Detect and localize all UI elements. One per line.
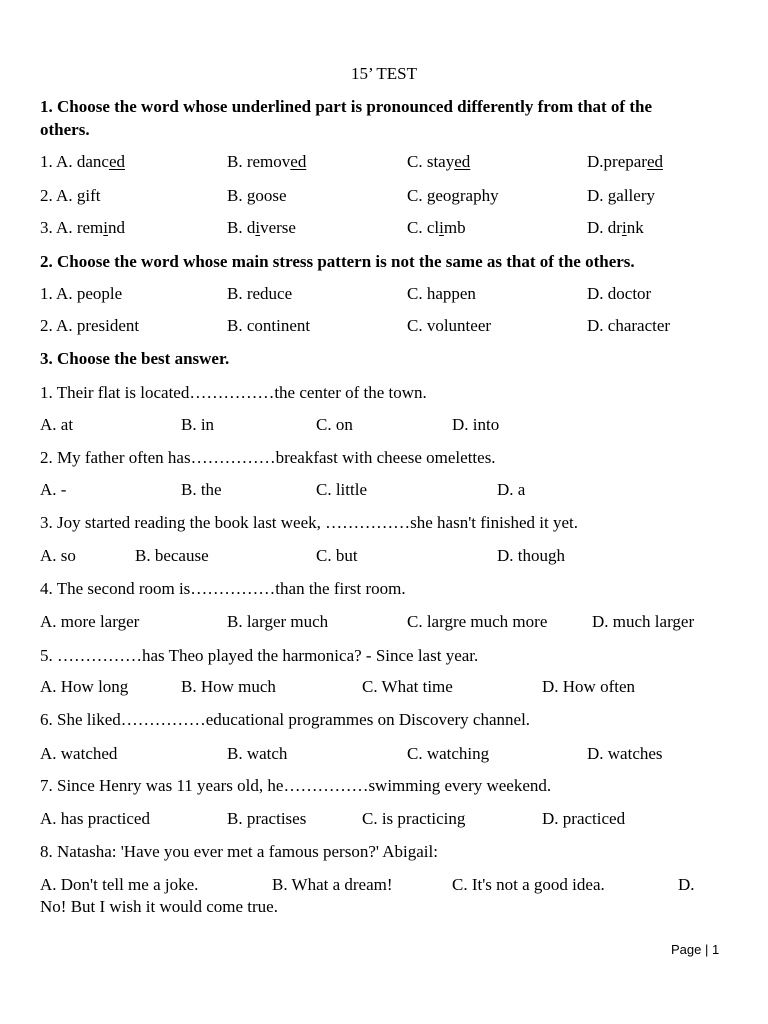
s3-q7-option-c: C. is practicing xyxy=(362,809,466,828)
s3-q4-option-d: D. much larger xyxy=(592,612,695,631)
s2-q2-option-a: 2. A. president xyxy=(40,316,140,335)
s3-q6-option-b: B. watch xyxy=(227,744,288,763)
s3-q1-option-a: A. at xyxy=(40,415,74,434)
s3-q7-option-a: A. has practiced xyxy=(40,809,150,828)
s1-q1-option-a: 1. A. danced xyxy=(40,152,125,171)
s3-q8-stem: 8. Natasha: 'Have you ever met a famous person?' Abigail: xyxy=(40,842,438,861)
s3-q3-option-a: A. so xyxy=(40,546,76,565)
s3-q8-option-d: D. xyxy=(678,875,695,894)
s1-q3-option-d: D. drink xyxy=(587,218,644,237)
s2-q1-option-b: B. reduce xyxy=(227,284,293,303)
s1-q2-option-d: D. gallery xyxy=(587,186,655,205)
s3-q4-option-b: B. larger much xyxy=(227,612,329,631)
s2-q2-option-b: B. continent xyxy=(227,316,311,335)
s3-q1-option-b: B. in xyxy=(181,415,215,434)
s2-q1-option-a: 1. A. people xyxy=(40,284,123,303)
s3-q3-option-c: C. but xyxy=(316,546,358,565)
s1-q1-option-d: D.prepared xyxy=(587,152,663,171)
s3-q4-option-c: C. largre much more xyxy=(407,612,548,631)
s3-q3-stem: 3. Joy started reading the book last week, ……………she hasn't finished it yet. xyxy=(40,513,578,532)
s3-q6-option-a: A. watched xyxy=(40,744,118,763)
s3-q5-option-d: D. How often xyxy=(542,677,636,696)
s3-q8-option-b: B. What a dream! xyxy=(272,875,393,894)
s3-q2-option-c: C. little xyxy=(316,480,367,499)
s3-q3-option-d: D. though xyxy=(497,546,565,565)
s3-q8-option-d-continuation: No! But I wish it would come true. xyxy=(40,897,278,916)
s3-q2-option-d: D. a xyxy=(497,480,526,499)
s1-q1-option-c: C. stayed xyxy=(407,152,471,171)
s2-q1-option-d: D. doctor xyxy=(587,284,652,303)
s1-q1-option-b: B. removed xyxy=(227,152,307,171)
s3-q1-option-d: D. into xyxy=(452,415,500,434)
page-title: 15’ TEST xyxy=(351,64,417,83)
s1-q3-option-b: B. diverse xyxy=(227,218,296,237)
s1-q2-option-a: 2. A. gift xyxy=(40,186,101,205)
page-number: Page | 1 xyxy=(671,942,720,957)
section-3-heading: 3. Choose the best answer. xyxy=(40,349,230,368)
section-1-heading-cont: others. xyxy=(40,120,90,139)
s3-q1-stem: 1. Their flat is located……………the center of the town. xyxy=(40,383,427,402)
s3-q6-option-c: C. watching xyxy=(407,744,490,763)
s3-q4-stem: 4. The second room is……………than the first room. xyxy=(40,579,406,598)
s3-q5-stem: 5. ……………has Theo played the harmonica? - Since last year. xyxy=(40,646,479,665)
s1-q2-option-c: C. geography xyxy=(407,186,499,205)
s3-q8-option-a: A. Don't tell me a joke. xyxy=(40,875,199,894)
s1-q3-option-c: C. climb xyxy=(407,218,466,237)
s3-q5-option-b: B. How much xyxy=(181,677,276,696)
s3-q7-stem: 7. Since Henry was 11 years old, he……………swimming every weekend. xyxy=(40,776,552,795)
s3-q8-option-c: C. It's not a good idea. xyxy=(452,875,605,894)
s2-q2-option-c: C. volunteer xyxy=(407,316,492,335)
s3-q3-option-b: B. because xyxy=(135,546,209,565)
s3-q7-option-b: B. practises xyxy=(227,809,307,828)
s1-q3-option-a: 3. A. remind xyxy=(40,218,126,237)
s3-q2-option-a: A. - xyxy=(40,480,67,499)
s3-q6-stem: 6. She liked……………educational programmes on Discovery channel. xyxy=(40,710,531,729)
s3-q7-option-d: D. practiced xyxy=(542,809,626,828)
s3-q4-option-a: A. more larger xyxy=(40,612,140,631)
s3-q5-option-c: C. What time xyxy=(362,677,453,696)
s1-q2-option-b: B. goose xyxy=(227,186,287,205)
s3-q5-option-a: A. How long xyxy=(40,677,129,696)
s3-q2-option-b: B. the xyxy=(181,480,222,499)
s2-q2-option-d: D. character xyxy=(587,316,671,335)
s2-q1-option-c: C. happen xyxy=(407,284,476,303)
s3-q6-option-d: D. watches xyxy=(587,744,663,763)
section-1-heading: 1. Choose the word whose underlined part is pronounced differently from that of the xyxy=(40,97,653,116)
s3-q2-stem: 2. My father often has……………breakfast with cheese omelettes. xyxy=(40,448,496,467)
s3-q1-option-c: C. on xyxy=(316,415,353,434)
section-2-heading: 2. Choose the word whose main stress pattern is not the same as that of the others. xyxy=(40,252,635,271)
